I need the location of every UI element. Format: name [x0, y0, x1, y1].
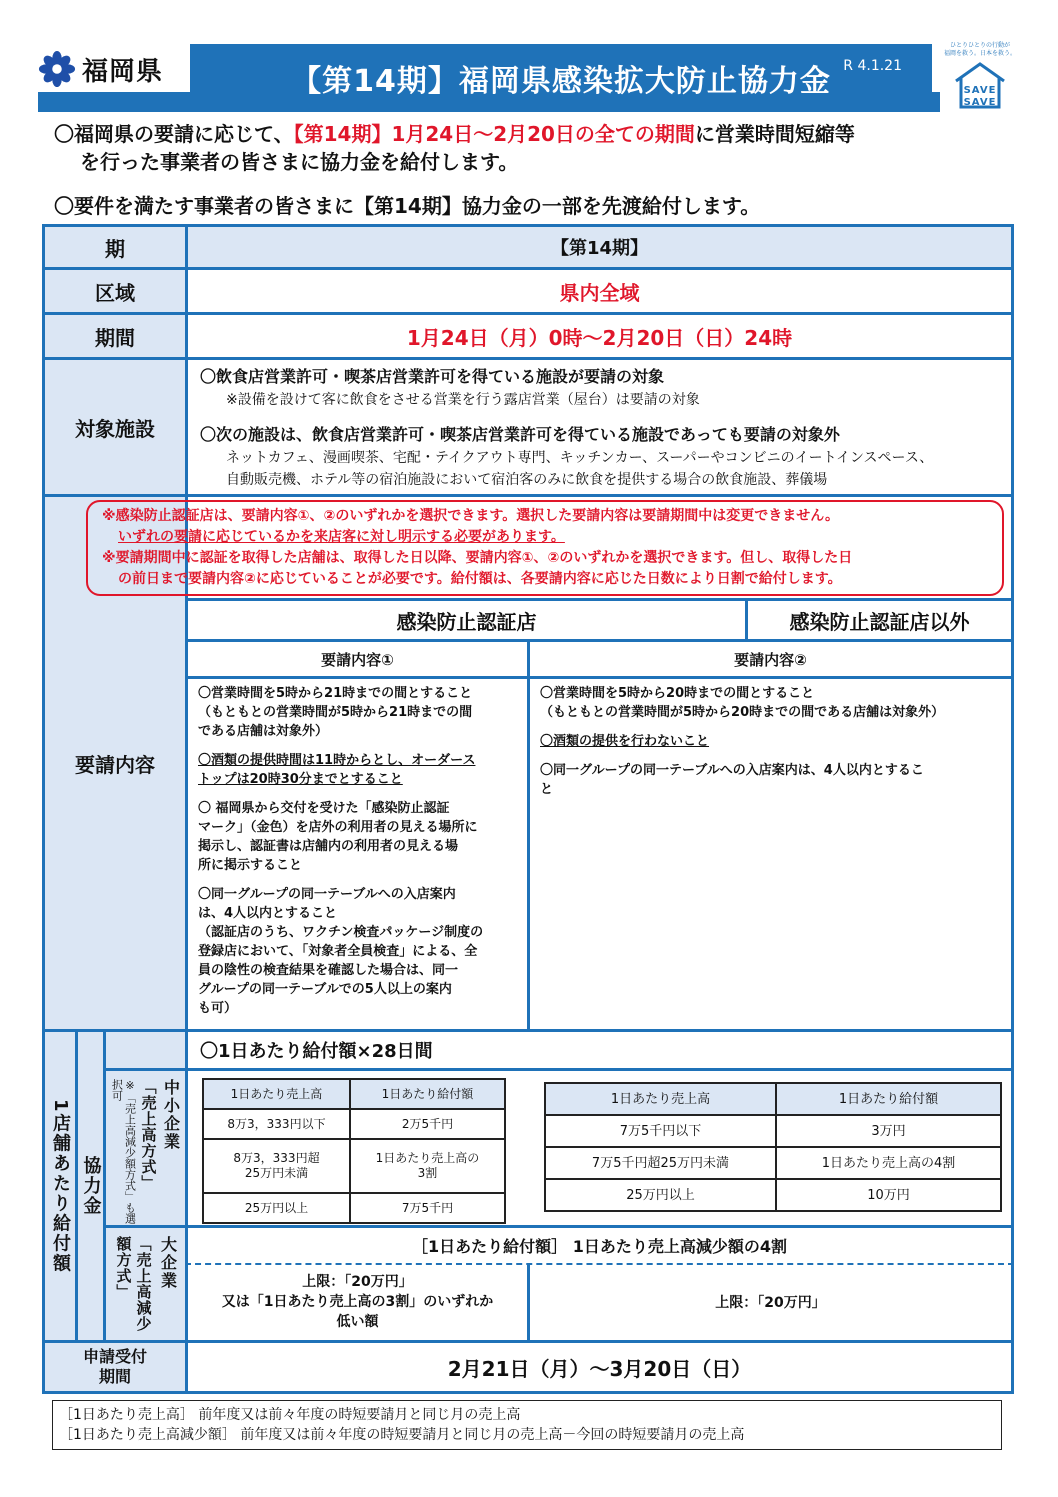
definitions-box	[52, 1400, 1002, 1450]
table2-cell: 7万5千円以下	[545, 1115, 776, 1147]
table2-header-amount: 1日あたり給付額	[776, 1083, 1001, 1115]
application-value: 2月21日（月）～3月20日（日）	[185, 1340, 1014, 1394]
notice-line-3: ※要請期間中に認証を取得した店舗は、取得した日以降、要請内容①、②のいずれかを選択できます。但し、取得した日	[102, 550, 853, 566]
large-limit-certified: 上限：「20万円」 又は「1日あたり売上高の3割」のいずれか 低い額	[185, 1263, 530, 1343]
non-certified-header: 感染防止認証店以外	[745, 598, 1014, 642]
save-tagline-2: 福岡を救う。日本を救う。	[943, 50, 1016, 57]
request-label: 要請内容	[42, 494, 188, 1032]
intro-1-continuation: を行った事業者の皆さまに協力金を給付します。	[80, 150, 519, 174]
sme-method: 「売上高方式」	[139, 1079, 158, 1191]
table1-header-amount: 1日あたり給付額	[350, 1079, 505, 1109]
intro-1-prefix: 〇福岡県の要請に応じて、	[54, 122, 294, 146]
option-1-header: 要請内容①	[185, 639, 530, 679]
area-label: 区域	[42, 267, 188, 315]
save-tagline-1: ひとりひとりの行動が	[949, 42, 1010, 49]
table1-header-sales: 1日あたり売上高	[203, 1079, 350, 1109]
large-method: 「売上高減少額方式」	[114, 1236, 153, 1332]
period-value: 【第14期】	[185, 224, 1014, 270]
large-formula: ［1日あたり給付額］ 1日あたり売上高減少額の4割	[185, 1225, 1014, 1265]
kyoryokukin-label: 協力金	[80, 1156, 102, 1216]
per-store-label-cell	[42, 1029, 78, 1343]
formula-cell: 〇1日あたり給付額×28日間	[185, 1029, 1014, 1071]
facility-line-3: 〇次の施設は、飲食店営業許可・喫茶店営業許可を得ている施設であっても要請の対象外	[200, 425, 840, 444]
area-value: 県内全域	[185, 267, 1014, 315]
per-store-label: 1店舗あたり給付額	[50, 1098, 71, 1274]
table2-cell: 7万5千円超25万円未満	[545, 1147, 776, 1179]
table1-cell: 7万5千円	[350, 1193, 505, 1223]
period-label: 期	[42, 224, 188, 270]
table1-cell: 2万5千円	[350, 1109, 505, 1139]
fukuoka-emblem-icon	[38, 50, 76, 88]
table1-cell: 1日あたり売上高の 3割	[350, 1139, 505, 1193]
certified-header: 感染防止認証店	[185, 598, 748, 642]
kyoryokukin-label-cell	[75, 1029, 106, 1343]
application-label: 申請受付 期間	[42, 1340, 188, 1394]
table1-cell: 8万3，333円以下	[203, 1109, 350, 1139]
option-1-text: 〇営業時間を5時から21時までの間とすること （もともとの営業時間が5時から21時までの間 である店舗は対象外） 〇酒類の提供時間は11時からとし、オーダース トップは20時30分までとすること 〇 福岡県から交付を受けた「感染防止認証 マーク」（金色）を店外の利用者の見える場所に 掲示し、認証書は店舗内の利用者の見える場 所に掲示すること 〇同一グループの同一テーブルへの入店案内 は、4人以内とすること （認証店のうち、ワクチン検査パッケージ制度の 登録店において、「対象者全員検査」による、全 員の陰性の検査結果を確認した場合は、同一 グループの同一テーブルでの5人以上の案内 も可）	[198, 686, 484, 1016]
sme-note: ※「売上高減少額方式」も選択可	[110, 1079, 137, 1224]
notice-box	[86, 500, 1004, 596]
page-title	[190, 44, 932, 112]
save-word-2: SAVE	[963, 97, 997, 108]
facility-line-5: 自動販売機、ホテル等の宿泊施設において宿泊客のみに飲食を提供する場合の飲食施設、葬儀場	[226, 472, 828, 488]
option-2-header: 要請内容②	[527, 639, 1014, 679]
table2-cell: 3万円	[776, 1115, 1001, 1147]
intro-1-highlight: 【第14期】1月24日～2月20日の全ての期間	[293, 122, 695, 146]
large-label-cell	[103, 1225, 188, 1343]
save-word-1: SAVE	[963, 85, 997, 96]
table2-cell: 25万円以上	[545, 1179, 776, 1211]
intro-1-suffix: に営業時間短縮等	[694, 122, 855, 146]
term-value: 1月24日（月）0時～2月20日（日）24時	[185, 312, 1014, 360]
intro-paragraph-1	[54, 120, 1014, 176]
title-text: 【第14期】福岡県感染拡大防止協力金	[291, 64, 831, 99]
prefecture-logo	[38, 44, 186, 94]
table1-cell: 25万円以上	[203, 1193, 350, 1223]
notice-line-4: の前日まで要請内容②に応じていることが必要です。給付額は、各要請内容に応じた日数により日割で給付します。	[118, 571, 842, 587]
notice-line-2: いずれの要請に応じているかを来店客に対し明示する必要があります。	[118, 529, 565, 545]
sme-label: 中小企業	[161, 1079, 181, 1151]
table1-cell: 8万3，333円超 25万円未満	[203, 1139, 350, 1193]
table2-cell: 10万円	[776, 1179, 1001, 1211]
save-japan-logo	[940, 40, 1020, 114]
definition-2: ［1日あたり売上高減少額］ 前年度又は前々年度の時短要請月と同じ月の売上高－今回の時短要請月の売上高	[59, 1427, 745, 1443]
sme-table-certified	[202, 1078, 506, 1224]
prefecture-name: 福岡県	[82, 56, 164, 87]
facility-label: 対象施設	[42, 357, 188, 497]
table2-cell: 1日あたり売上高の4割	[776, 1147, 1001, 1179]
option-2-text: 〇営業時間を5時から20時までの間とすること （もともとの営業時間が5時から20時までの間である店舗は対象外） 〇酒類の提供を行わないこと 〇同一グループの同一テーブルへの入店案内は、4人以内とするこ と	[540, 686, 945, 797]
facility-line-2: ※設備を設けて客に飲食をさせる営業を行う露店営業（屋台）は要請の対象	[226, 392, 700, 408]
sme-label-cell	[103, 1068, 188, 1228]
table2-header-sales: 1日あたり売上高	[545, 1083, 776, 1115]
large-label: 大企業	[158, 1236, 178, 1290]
payment-spacer	[103, 1029, 188, 1071]
issue-date: R 4.1.21	[843, 58, 902, 74]
intro-paragraph-2: 〇要件を満たす事業者の皆さまに【第14期】協力金の一部を先渡給付します。	[54, 194, 761, 218]
facility-line-4: ネットカフェ、漫画喫茶、宅配・テイクアウト専門、キッチンカー、スーパーやコンビニのイートインスペース、	[226, 450, 934, 466]
facility-line-1: 〇飲食店営業許可・喫茶店営業許可を得ている施設が要請の対象	[200, 367, 665, 386]
large-limit-noncertified: 上限：「20万円」	[527, 1263, 1014, 1343]
term-label: 期間	[42, 312, 188, 360]
notice-line-1: ※感染防止認証店は、要請内容①、②のいずれかを選択できます。選択した要請内容は要請期間中は変更できません。	[102, 508, 840, 524]
definition-1: ［1日あたり売上高］ 前年度又は前々年度の時短要請月と同じ月の売上高	[59, 1407, 521, 1423]
sme-table-noncertified	[544, 1082, 1002, 1212]
